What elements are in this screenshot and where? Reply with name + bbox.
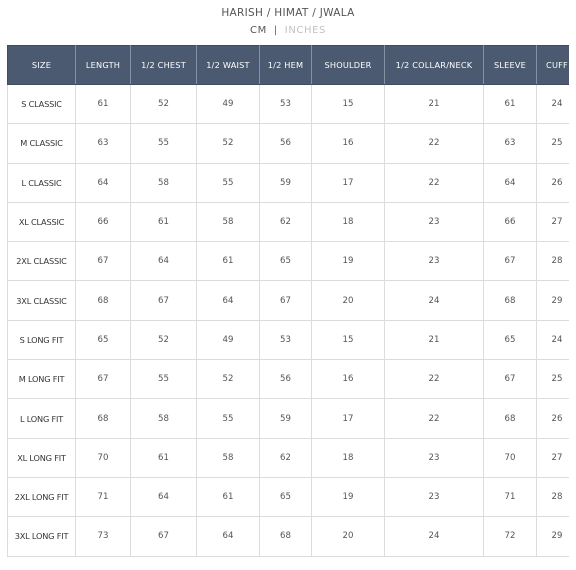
measurement-cell: 24 (385, 517, 484, 556)
measurement-cell: 16 (312, 124, 385, 163)
measurement-cell: 26 (537, 163, 570, 202)
unit-inches-toggle[interactable]: INCHES (284, 25, 326, 36)
measurement-cell: 29 (537, 281, 570, 320)
measurement-cell: 58 (131, 163, 197, 202)
size-cell: M LONG FIT (8, 360, 76, 399)
measurement-cell: 25 (537, 360, 570, 399)
chart-title: HARISH / HIMAT / JWALA (221, 7, 355, 19)
column-header: SLEEVE (484, 46, 537, 85)
measurement-cell: 64 (197, 517, 260, 556)
measurement-cell: 61 (197, 242, 260, 281)
column-header: 1/2 COLLAR/NECK (385, 46, 484, 85)
column-header: 1/2 CHEST (131, 46, 197, 85)
measurement-cell: 19 (312, 477, 385, 516)
table-body (8, 85, 570, 557)
measurement-cell: 68 (484, 281, 537, 320)
table-row (8, 399, 570, 438)
measurement-cell: 23 (385, 202, 484, 241)
measurement-cell: 16 (312, 360, 385, 399)
table-row (8, 202, 570, 241)
measurement-cell: 23 (385, 477, 484, 516)
measurement-cell: 68 (260, 517, 312, 556)
measurement-cell: 61 (131, 438, 197, 477)
measurement-cell: 22 (385, 360, 484, 399)
measurement-cell: 63 (484, 124, 537, 163)
measurement-cell: 71 (76, 477, 131, 516)
table-row (8, 360, 570, 399)
measurement-cell: 58 (197, 202, 260, 241)
measurement-cell: 64 (484, 163, 537, 202)
size-chart-table (7, 45, 569, 557)
measurement-cell: 25 (537, 124, 570, 163)
measurement-cell: 62 (260, 202, 312, 241)
measurement-cell: 67 (260, 281, 312, 320)
measurement-cell: 55 (197, 399, 260, 438)
table-row (8, 281, 570, 320)
measurement-cell: 66 (484, 202, 537, 241)
measurement-cell: 64 (131, 242, 197, 281)
measurement-cell: 67 (484, 242, 537, 281)
column-header: SHOULDER (312, 46, 385, 85)
measurement-cell: 65 (260, 477, 312, 516)
measurement-cell: 52 (197, 124, 260, 163)
measurement-cell: 68 (484, 399, 537, 438)
measurement-cell: 24 (385, 281, 484, 320)
measurement-cell: 56 (260, 124, 312, 163)
measurement-cell: 61 (76, 85, 131, 124)
header-row (8, 46, 570, 85)
unit-cm-toggle[interactable]: CM (250, 25, 267, 36)
measurement-cell: 28 (537, 242, 570, 281)
measurement-cell: 29 (537, 517, 570, 556)
column-header: CUFF (537, 46, 570, 85)
size-cell: S CLASSIC (8, 85, 76, 124)
measurement-cell: 28 (537, 477, 570, 516)
measurement-cell: 67 (76, 360, 131, 399)
column-header: 1/2 HEM (260, 46, 312, 85)
measurement-cell: 15 (312, 85, 385, 124)
measurement-cell: 24 (537, 85, 570, 124)
measurement-cell: 65 (484, 320, 537, 359)
table-row (8, 242, 570, 281)
unit-separator: | (273, 25, 278, 36)
measurement-cell: 22 (385, 399, 484, 438)
measurement-cell: 17 (312, 163, 385, 202)
size-cell: L CLASSIC (8, 163, 76, 202)
measurement-cell: 56 (260, 360, 312, 399)
measurement-cell: 61 (484, 85, 537, 124)
measurement-cell: 68 (76, 399, 131, 438)
table-row (8, 85, 570, 124)
measurement-cell: 55 (131, 124, 197, 163)
measurement-cell: 65 (260, 242, 312, 281)
measurement-cell: 59 (260, 399, 312, 438)
measurement-cell: 19 (312, 242, 385, 281)
measurement-cell: 63 (76, 124, 131, 163)
measurement-cell: 20 (312, 281, 385, 320)
column-header: SIZE (8, 46, 76, 85)
column-header: LENGTH (76, 46, 131, 85)
measurement-cell: 24 (537, 320, 570, 359)
measurement-cell: 22 (385, 163, 484, 202)
table-row (8, 517, 570, 556)
size-chart-container (7, 45, 569, 557)
size-cell: XL LONG FIT (8, 438, 76, 477)
measurement-cell: 62 (260, 438, 312, 477)
measurement-cell: 61 (197, 477, 260, 516)
measurement-cell: 52 (197, 360, 260, 399)
measurement-cell: 52 (131, 85, 197, 124)
unit-switcher (0, 25, 576, 36)
size-cell: 3XL CLASSIC (8, 281, 76, 320)
measurement-cell: 58 (131, 399, 197, 438)
size-cell: S LONG FIT (8, 320, 76, 359)
size-cell: 2XL LONG FIT (8, 477, 76, 516)
measurement-cell: 21 (385, 85, 484, 124)
measurement-cell: 65 (76, 320, 131, 359)
measurement-cell: 23 (385, 438, 484, 477)
measurement-cell: 18 (312, 202, 385, 241)
measurement-cell: 18 (312, 438, 385, 477)
measurement-cell: 59 (260, 163, 312, 202)
measurement-cell: 67 (131, 281, 197, 320)
measurement-cell: 55 (197, 163, 260, 202)
measurement-cell: 64 (197, 281, 260, 320)
measurement-cell: 55 (131, 360, 197, 399)
measurement-cell: 58 (197, 438, 260, 477)
measurement-cell: 26 (537, 399, 570, 438)
measurement-cell: 67 (131, 517, 197, 556)
measurement-cell: 20 (312, 517, 385, 556)
measurement-cell: 67 (484, 360, 537, 399)
table-row (8, 320, 570, 359)
size-cell: 3XL LONG FIT (8, 517, 76, 556)
measurement-cell: 27 (537, 438, 570, 477)
measurement-cell: 64 (76, 163, 131, 202)
table-row (8, 163, 570, 202)
table-row (8, 124, 570, 163)
table-row (8, 477, 570, 516)
measurement-cell: 52 (131, 320, 197, 359)
measurement-cell: 17 (312, 399, 385, 438)
measurement-cell: 27 (537, 202, 570, 241)
measurement-cell: 61 (131, 202, 197, 241)
measurement-cell: 49 (197, 320, 260, 359)
measurement-cell: 66 (76, 202, 131, 241)
measurement-cell: 53 (260, 85, 312, 124)
measurement-cell: 53 (260, 320, 312, 359)
measurement-cell: 15 (312, 320, 385, 359)
table-row (8, 438, 570, 477)
measurement-cell: 21 (385, 320, 484, 359)
measurement-cell: 49 (197, 85, 260, 124)
measurement-cell: 73 (76, 517, 131, 556)
measurement-cell: 68 (76, 281, 131, 320)
size-cell: 2XL CLASSIC (8, 242, 76, 281)
measurement-cell: 64 (131, 477, 197, 516)
measurement-cell: 22 (385, 124, 484, 163)
measurement-cell: 23 (385, 242, 484, 281)
measurement-cell: 72 (484, 517, 537, 556)
column-header: 1/2 WAIST (197, 46, 260, 85)
measurement-cell: 70 (484, 438, 537, 477)
measurement-cell: 71 (484, 477, 537, 516)
measurement-cell: 70 (76, 438, 131, 477)
size-cell: XL CLASSIC (8, 202, 76, 241)
measurement-cell: 67 (76, 242, 131, 281)
size-cell: L LONG FIT (8, 399, 76, 438)
size-cell: M CLASSIC (8, 124, 76, 163)
